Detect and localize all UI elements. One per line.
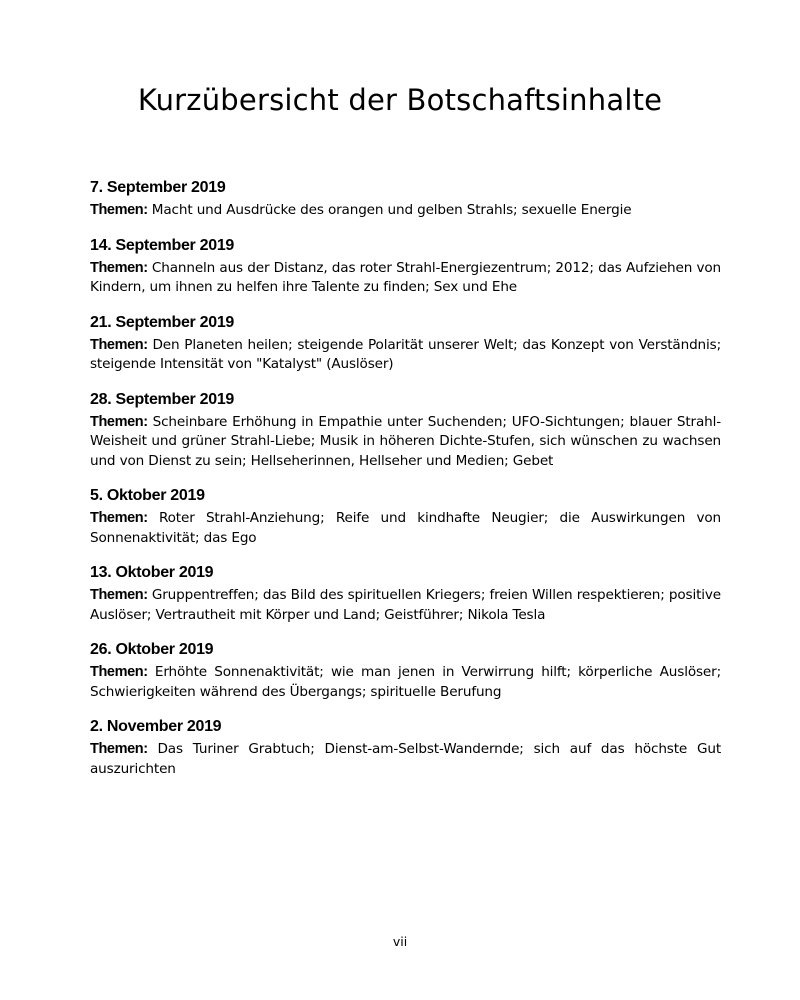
topics-label: Themen:	[90, 587, 148, 603]
entry-date: 13. Oktober 2019	[90, 564, 214, 581]
topics-label: Themen:	[90, 259, 148, 276]
list-item	[90, 313, 721, 375]
page-number: vii	[392, 934, 408, 949]
message-summary-list	[90, 178, 721, 794]
topics-text: Den Planeten heilen; steigende Polarität unserer Welt; das Konzept von Verständnis; steigende Intensität von "Katalyst" (Auslöser)	[90, 336, 722, 372]
list-item	[90, 486, 721, 548]
topics-text: Channeln aus der Distanz, das roter Strahl-Energiezentrum; 2012; das Aufziehen von Kindern, um ihnen zu helfen ihre Talente zu finden; Sex und Ehe	[90, 259, 722, 295]
entry-topics	[90, 336, 721, 375]
topics-text: Roter Strahl-Anziehung; Reife und kindhafte Neugier; die Auswirkungen von Sonnenaktivität; das Ego	[90, 510, 722, 546]
entry-topics	[90, 413, 721, 472]
topics-label: Themen:	[90, 202, 148, 218]
topics-text: Erhöhte Sonnenaktivität; wie man jenen in Verwirrung hilft; körperliche Auslöser; Schwierigkeiten während des Übergangs; spirituelle Berufung	[90, 664, 721, 700]
topics-label: Themen:	[90, 336, 148, 353]
entry-date: 7. September 2019	[90, 179, 226, 196]
entry-topics	[90, 586, 721, 625]
entry-date: 14. September 2019	[90, 236, 235, 254]
topics-text: Scheinbare Erhöhung in Empathie unter Suchenden; UFO-Sichtungen; blauer Strahl-Weisheit und grüner Strahl-Liebe; Musik in höheren Dichte-Stufen, sich wünschen zu wachsen und von Dienst zu sein; Hellseherinnen, Hellseher und Medien; Gebet	[90, 413, 721, 469]
entry-date: 26. Oktober 2019	[90, 641, 214, 658]
entry-date: 28. September 2019	[90, 390, 235, 408]
list-item	[90, 236, 721, 298]
topics-label: Themen:	[90, 413, 148, 430]
list-item	[90, 178, 721, 221]
topics-label: Themen:	[90, 741, 148, 757]
entry-topics	[90, 259, 721, 298]
entry-date: 21. September 2019	[90, 313, 235, 331]
topics-text: Das Turiner Grabtuch; Dienst-am-Selbst-Wandernde; sich auf das höchste Gut auszurichten	[90, 741, 722, 777]
topics-text: Gruppentreffen; das Bild des spirituellen Kriegers; freien Willen respektieren; positive Auslöser; Vertrautheit mit Körper und Land; Geistführer; Nikola Tesla	[90, 587, 722, 623]
entry-date: 5. Oktober 2019	[90, 487, 205, 504]
list-item	[90, 390, 721, 472]
list-item	[90, 563, 721, 625]
entry-date: 2. November 2019	[90, 718, 222, 735]
entry-topics	[90, 509, 721, 548]
entry-topics	[90, 663, 721, 702]
topics-label: Themen:	[90, 510, 148, 526]
topics-text: Macht und Ausdrücke des orangen und gelben Strahls; sexuelle Energie	[151, 202, 632, 218]
page-title: Kurzübersicht der Botschaftsinhalte	[137, 83, 663, 117]
list-item	[90, 640, 721, 702]
list-item	[90, 717, 721, 779]
entry-topics	[90, 740, 721, 779]
topics-label: Themen:	[90, 664, 148, 680]
entry-topics	[90, 201, 721, 221]
